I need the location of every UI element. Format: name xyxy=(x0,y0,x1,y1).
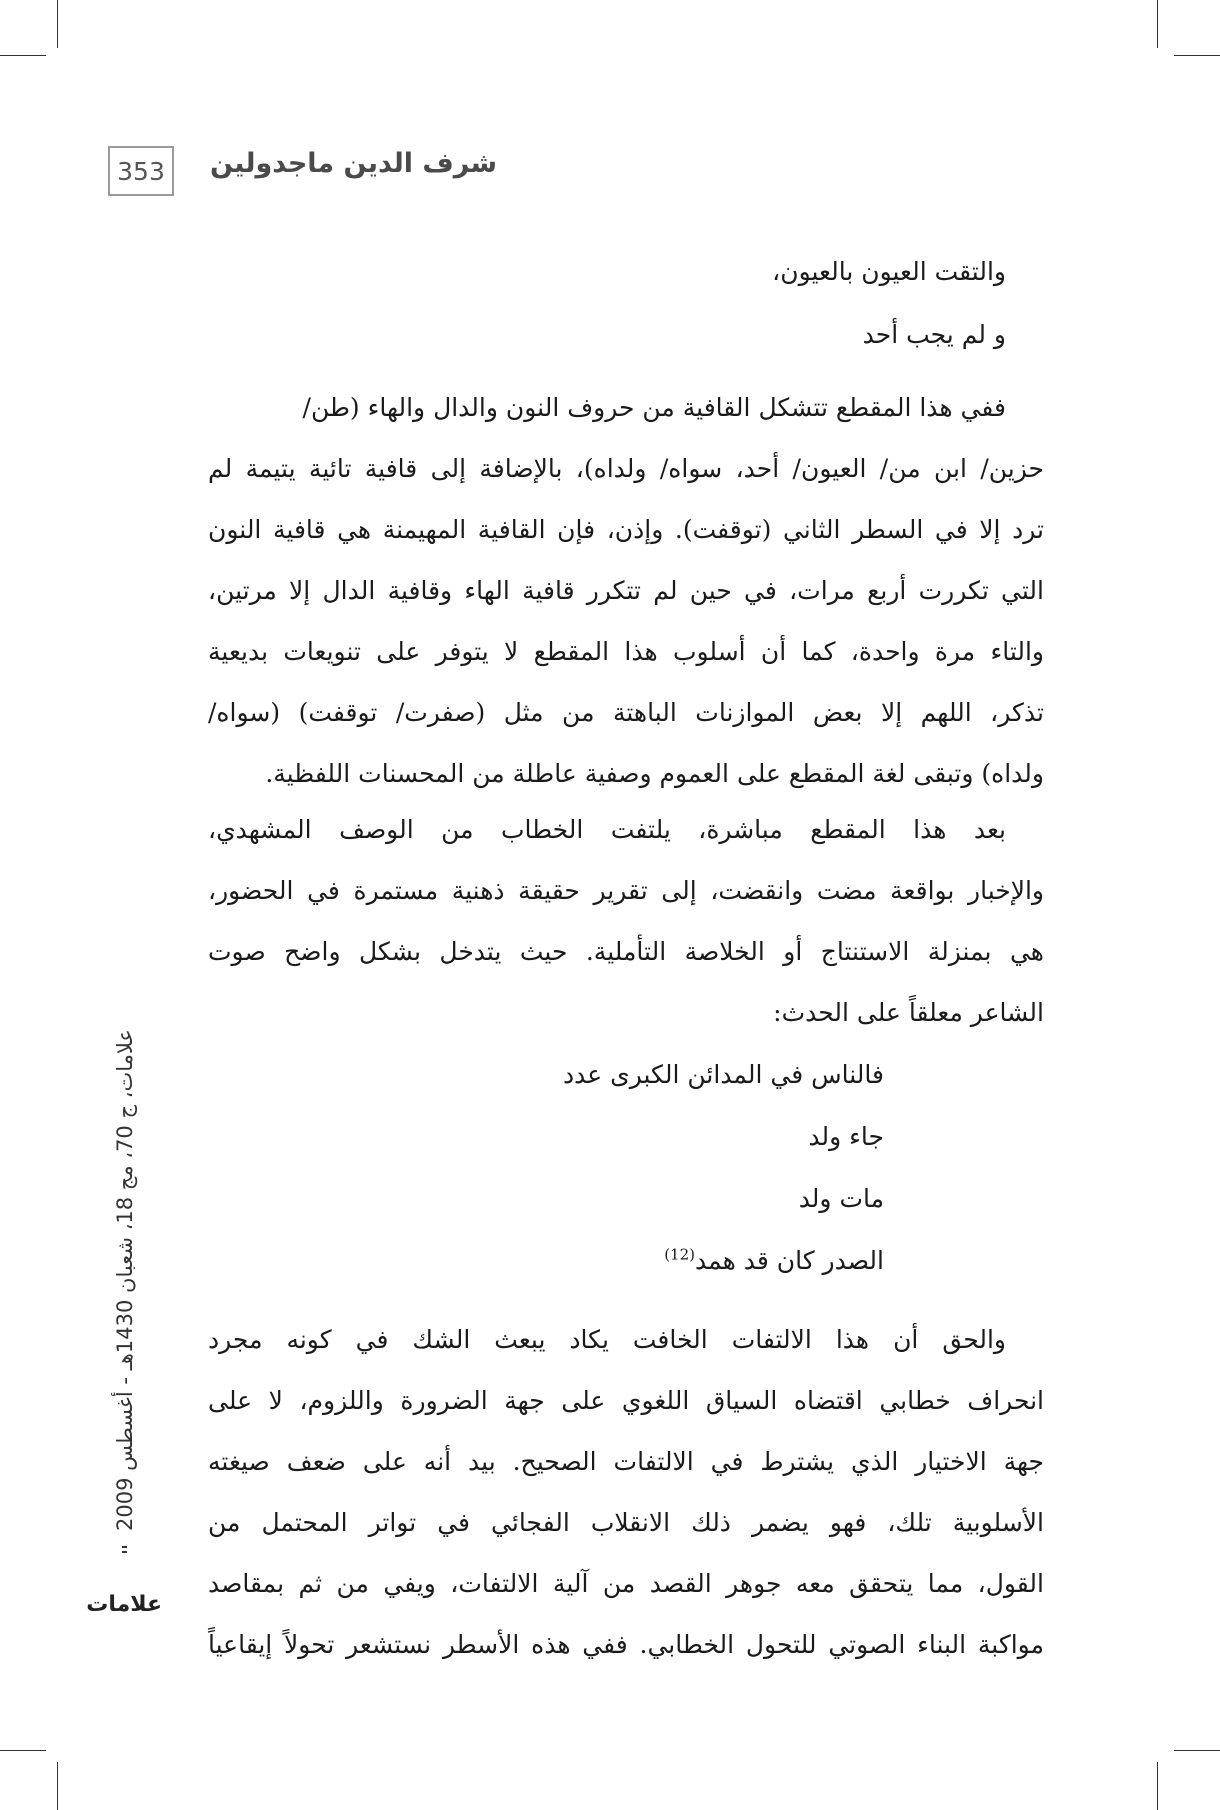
verse-line: مات ولد xyxy=(798,1184,884,1213)
running-title: شرف الدين ماجدولين xyxy=(210,148,498,179)
paragraph-line: ففي هذا المقطع تتشكل القافية من حروف النون والدال والهاء (طن/ xyxy=(302,393,1006,422)
paragraph-line: هي بمنزلة الاستنتاج أو الخلاصة التأملية. حيث يتدخل بشكل واضح صوت xyxy=(208,937,1044,966)
verse-line: والتقت العيون بالعيون، xyxy=(772,257,1006,286)
paragraph-line: ولداه) وتبقى لغة المقطع على العموم وصفية عاطلة من المحسنات اللفظية. xyxy=(265,759,1044,788)
paragraph-line: حزين/ ابن من/ العيون/ أحد، سواه/ ولداه)، بالإضافة إلى قافية تائية يتيمة لم xyxy=(208,454,1044,483)
paragraph-line: الشاعر معلقاً على الحدث: xyxy=(773,998,1044,1027)
crop-mark xyxy=(0,1750,46,1751)
paragraph-line: والإخبار بواقعة مضت وانقضت، إلى تقرير حقيقة ذهنية مستمرة في الحضور، xyxy=(208,876,1044,905)
paragraph-line: والحق أن هذا الالتفات الخافت يكاد يبعث الشك في كونه مجرد xyxy=(208,1325,1006,1354)
page-number: 353 xyxy=(108,146,174,196)
crop-mark xyxy=(1174,55,1220,56)
footnote-ref: (12) xyxy=(664,1245,695,1264)
divider xyxy=(122,1551,127,1553)
paragraph-line: ترد إلا في السطر الثاني (توقفت). وإذن، فإن القافية المهيمنة هي قافية النون xyxy=(208,515,1044,544)
verse-line xyxy=(664,1231,884,1291)
paragraph-line: الأسلوبية تلك، فهو يضمر ذلك الانقلاب الفجائي في تواتر المحتمل من xyxy=(208,1508,1044,1537)
paragraph-line: مواكبة البناء الصوتي للتحول الخطابي. ففي هذه الأسطر نستشعر تحولاً إيقاعياً xyxy=(208,1630,1044,1659)
crop-mark xyxy=(57,1762,58,1810)
paragraph-line: بعد هذا المقطع مباشرة، يلتفت الخطاب من الوصف المشهدي، xyxy=(208,815,1006,844)
paragraph-line: انحراف خطابي اقتضاه السياق اللغوي على جهة الضرورة واللزوم، لا على xyxy=(208,1386,1044,1415)
paragraph-line: القول، مما يتحقق معه جوهر القصد من آلية الالتفات، ويفي من ثم بمقاصد xyxy=(208,1569,1044,1598)
crop-mark xyxy=(1174,1750,1220,1751)
paragraph-line: تذكر، اللهم إلا بعض الموازنات الباهتة من مثل (صفرت/ توقفت) (سواه/ xyxy=(208,698,1044,727)
verse-line: جاء ولد xyxy=(808,1122,884,1151)
verse-line: و لم يجب أحد xyxy=(862,320,1006,349)
crop-mark xyxy=(0,55,46,56)
journal-logo: علامات xyxy=(86,1592,162,1617)
verse-line: فالناس في المدائن الكبرى عدد xyxy=(563,1060,884,1089)
paragraph-line: والتاء مرة واحدة، كما أن أسلوب هذا المقطع لا يتوفر على تنويعات بديعية xyxy=(208,637,1044,666)
issue-info: علامات، ج 70، مج 18، شعبان 1430هـ - أغسطس 2009 xyxy=(113,1029,137,1531)
paragraph-line: التي تكررت أربع مرات، في حين لم تتكرر قافية الهاء وقافية الدال إلا مرتين، xyxy=(208,576,1044,605)
crop-mark xyxy=(1157,0,1158,48)
paragraph-line: جهة الاختيار الذي يشترط في الالتفات الصحيح. بيد أنه على ضعف صيغته xyxy=(208,1447,1044,1476)
crop-mark xyxy=(1157,1762,1158,1810)
verse-text: الصدر كان قد همد xyxy=(695,1246,884,1275)
crop-mark xyxy=(57,0,58,48)
divider xyxy=(122,1546,127,1548)
